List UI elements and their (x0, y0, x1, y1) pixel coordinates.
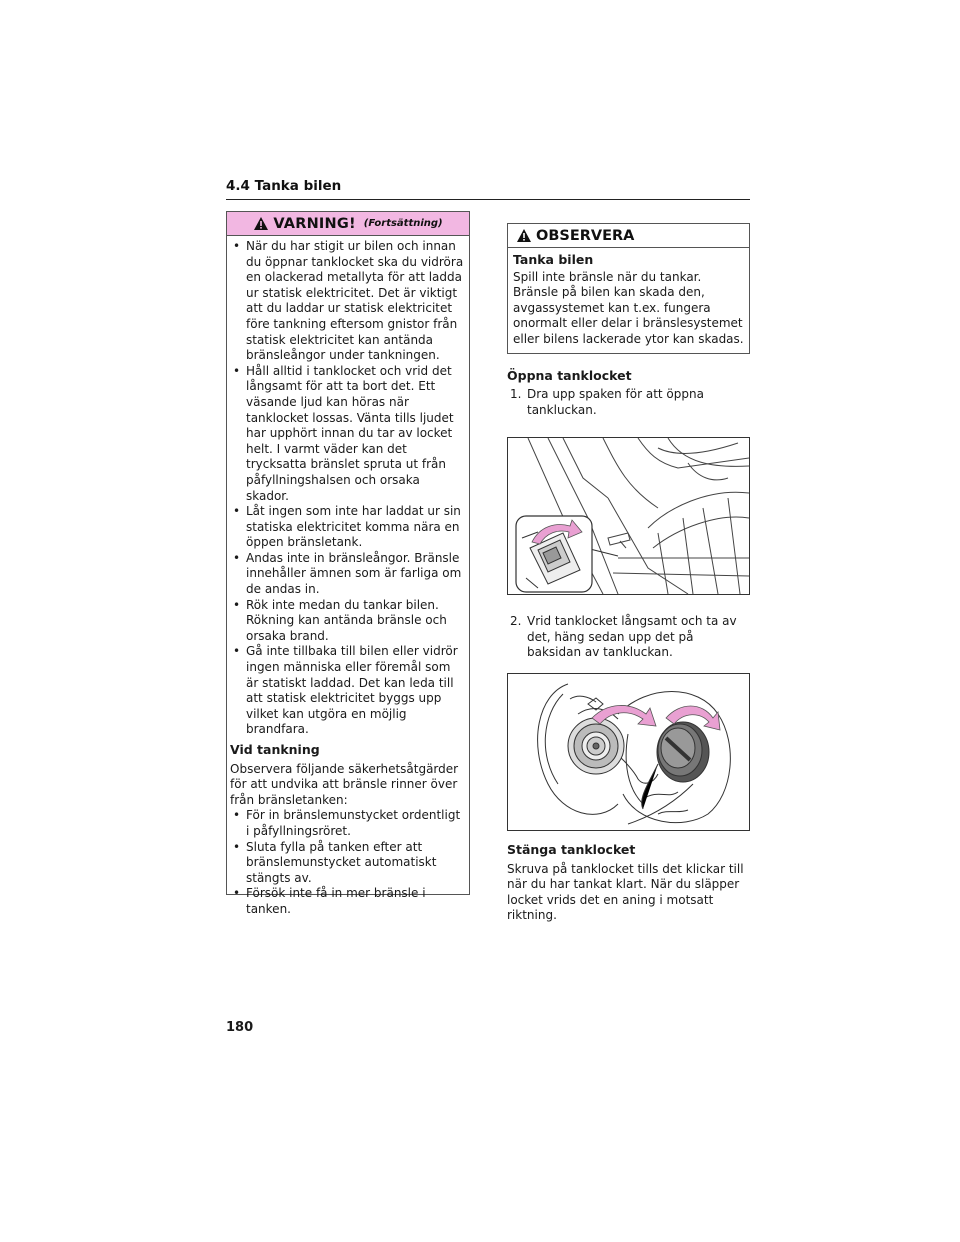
warning-bullet-list (230, 239, 464, 738)
notice-triangle-icon (516, 228, 532, 243)
step-number: 2. (510, 614, 522, 628)
refuel-intro: Observera följande säkerhetsåtgärder för att undvika att bränsle rinner över från bränsletanken: (230, 761, 459, 807)
close-heading: Stänga tanklocket (507, 842, 636, 857)
warning-box (226, 211, 470, 916)
list-item: • Håll alltid i tanklocket och vrid det långsamt för att ta bort det. Ett väsande ljud kan höras när tanklocket lossas. Vänta tills ljudet har upphört innan du tar av locket helt. I varmt väder kan det trycksatta bränslet spruta ut från påfyllningshalsen och orsaka skador. (230, 364, 464, 504)
notice-body (508, 248, 749, 348)
filler-neck (568, 718, 624, 774)
list-item: • Andas inte in bränsleångor. Bränsle innehåller ämnen som är farliga om de andas in. (230, 551, 464, 598)
list-item: • Rök inte medan du tankar bilen. Rökning kan antända bränsle och orsaka brand. (230, 598, 464, 645)
warning-title: VARNING! (273, 215, 356, 232)
step-number: 1. (510, 387, 522, 401)
warning-subtitle: (Fortsättning) (363, 218, 443, 229)
list-item: • När du har stigit ur bilen och innan du öppnar tanklocket ska du vidröra en olackerad metallyta för att ladda ur statisk elektricitet. Det är viktigt att du laddar ur statisk elektricitet före tankning eftersom gnistor från statisk elektricitet kan antända bränsleångor under tankningen. (230, 239, 464, 364)
list-item: • Sluta fylla på tanken efter att bränslemunstycket automatiskt stängts av. (230, 840, 464, 887)
warning-body (227, 236, 469, 918)
notice-heading: Tanka bilen (513, 252, 594, 267)
fuel-cap (642, 722, 709, 809)
warning-header (227, 212, 469, 236)
step-1 (510, 387, 750, 418)
section-header (226, 178, 750, 200)
warning-triangle-icon (253, 216, 269, 231)
figure-fuel-door-lever (507, 437, 750, 595)
open-heading-block (507, 368, 750, 384)
close-block (507, 842, 750, 924)
fuel-cap-illustration (508, 674, 749, 830)
notice-title: OBSERVERA (536, 227, 635, 244)
refuel-heading: Vid tankning (230, 742, 320, 757)
close-text: Skruva på tanklocket tills det klickar till när du har tankat klart. När du släpper locket vrids det en aning i motsatt riktning. (507, 861, 744, 923)
step-text: Vrid tanklocket långsamt och ta av det, häng sedan upp det på baksidan av tankluckan. (527, 614, 737, 660)
refuel-bullet-list (230, 808, 464, 917)
list-item: • Låt ingen som inte har laddat ur sin statiska elektricitet komma nära en öppen bränsletank. (230, 504, 464, 551)
notice-header (508, 224, 749, 248)
section-title: 4.4 Tanka bilen (226, 178, 342, 194)
list-item: • Gå inte tillbaka till bilen eller vidrör ingen människa eller föremål som är statiskt laddad. Det kan leda till att statisk elektricitet byggs upp vilket kan utgöra en möjlig brandfara. (230, 644, 464, 738)
open-heading: Öppna tanklocket (507, 368, 632, 383)
list-item: • För in bränslemunstycket ordentligt i påfyllningsröret. (230, 808, 464, 839)
step-text: Dra upp spaken för att öppna tankluckan. (527, 387, 704, 417)
page-number: 180 (226, 1020, 254, 1035)
step-2 (510, 614, 750, 661)
fuel-door-lever-illustration (508, 438, 749, 594)
notice-box (507, 223, 750, 354)
list-item: • Försök inte få in mer bränsle i tanken. (230, 886, 464, 917)
figure-fuel-cap (507, 673, 750, 831)
notice-text: Spill inte bränsle när du tankar. Bränsle på bilen kan skada den, avgassystemet kan t.ex. fungera onormalt eller delar i bränslesystemet eller bilens lackerade ytor kan skadas. (513, 269, 744, 346)
